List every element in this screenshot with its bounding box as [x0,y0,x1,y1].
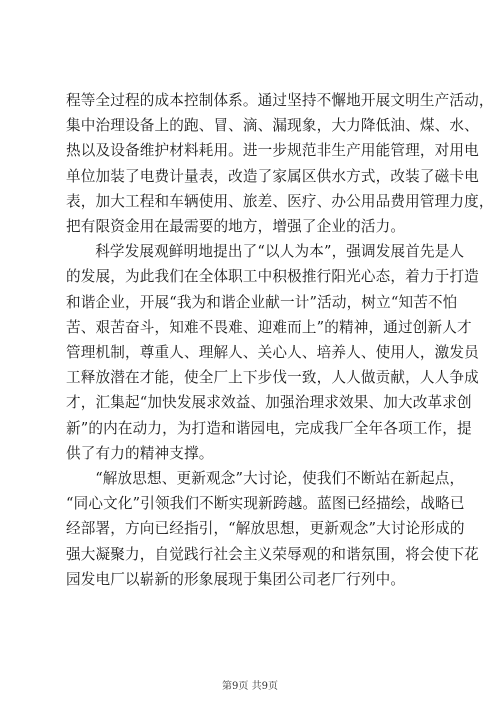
text-line: 园发电厂以崭新的形象展现于集团公司老厂行列中。 [66,570,406,588]
text-line: 经部署，方向已经指引，“解放思想，更新观念”大讨论形成的 [66,520,465,538]
text-line: 集中治理设备上的跑、冒、滴、漏现象，大力降低油、煤、水、 [66,117,479,135]
paragraph-3 [66,466,479,592]
paragraph-1 [66,88,494,239]
text-line: 才，汇集起“加快发展求效益、加强治理求效果、加大改革求创 [66,394,472,412]
text-line: 科学发展观鲜明地提出了“以人为本”，强调发展首先是人 [95,243,465,261]
text-line: “同心文化”引领我们不断实现新跨越。蓝图已经描绘，战略已 [66,495,465,513]
text-line: 供了有力的精神支撑。 [66,444,214,462]
paragraph-2 [66,239,479,466]
text-line: 新”的内在动力，为打造和谐园电，完成我厂全年各项工作，提 [66,419,472,437]
text-line: 和谐企业，开展“我为和谐企业献一计”活动，树立“知苦不怕 [66,293,458,311]
text-line: 热以及设备维护材料耗用。进一步规范非生产用能管理，对用电 [66,142,479,160]
text-line: 程等全过程的成本控制体系。通过坚持不懈地开展文明生产活动， [66,92,494,109]
text-line: 管理机制，尊重人、理解人、关心人、培养人、使用人，激发员 [66,344,479,362]
text-line: 单位加装了电费计量表，改造了家属区供水方式，改装了磁卡电 [66,167,479,185]
text-line: 强大凝聚力，自觉践行社会主义荣辱观的和谐氛围，将会使下花 [66,545,479,563]
body-text [66,88,494,592]
text-line: 苦、艰苦奋斗，知难不畏难、迎难而上”的精神，通过创新人才 [66,318,472,336]
text-line: 表，加大工程和车辆使用、旅差、医疗、办公用品费用管理力度， [66,192,494,210]
text-line: 的发展，为此我们在全体职工中积极推行阳光心态，着力于打造 [66,268,479,286]
page-number: 第9页 共9页 [222,681,278,692]
text-line: “解放思想、更新观念”大讨论，使我们不断站在新起点， [95,470,465,488]
text-line: 把有限资金用在最需要的地方，增强了企业的活力。 [66,218,406,236]
text-line: 工释放潜在才能，使全厂上下步伐一致，人人做贡献，人人争成 [66,369,479,387]
